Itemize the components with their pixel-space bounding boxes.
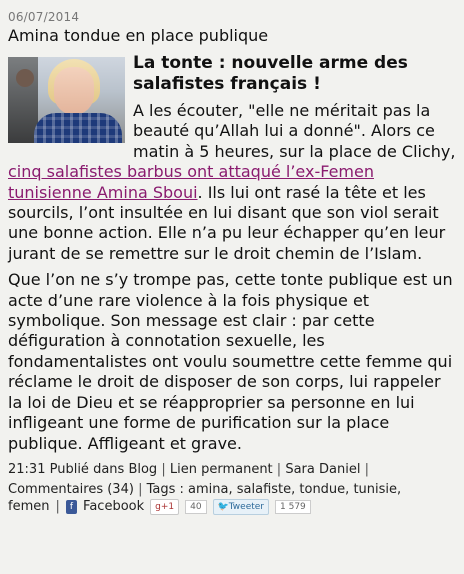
post-content [8, 53, 456, 454]
post-date: 06/07/2014 [8, 10, 80, 24]
twitter-button[interactable] [213, 499, 269, 515]
paragraph-1-intro: A les écouter, "elle ne méritait pas la beauté qu’Allah lui a donné". Alors ce matin à 5 heures, sur la place de Clichy, [133, 101, 456, 161]
twitter-count: 1 579 [275, 500, 311, 514]
paragraph-1-rest: . Ils lui ont rasé la tête et les sourcils, l’ont insultée en lui disant que son viol serait une bonne action. Elle n’a pu leur échapper qu’en leur jurant de se remettre sur le droit chemin de l’Islam. [8, 182, 446, 263]
twitter-icon: 🐦 [217, 501, 229, 512]
post-title: Amina tondue en place publique [8, 26, 269, 45]
facebook-icon[interactable]: f [66, 500, 77, 514]
separator: | [138, 481, 143, 497]
category-link[interactable]: Blog [128, 461, 158, 477]
tags-label: Tags : [146, 481, 184, 497]
published-in-label: Publié dans [49, 461, 125, 477]
tag-link[interactable]: femen [8, 498, 50, 514]
separator: | [276, 461, 282, 477]
post-time: 21:31 [8, 461, 46, 477]
separator: | [55, 498, 60, 514]
separator: | [161, 461, 166, 477]
article-paragraph-2: Que l’on ne s’y trompe pas, cette tonte publique est un acte d’une rare violence à la fois physique et symbolique. Son message est clair : par cette défiguration à connotation sexuelle, les fondamentalistes ont voulu soumettre cette femme qui réclame le droit de disposer de son corps, lui rappeler la loi de Dieu et se réapproprier sa personne en lui infligeant une forme de purification sur la place publique. Affligeant et grave. [8, 270, 453, 453]
twitter-label: Tweeter [228, 501, 265, 512]
photo-background-figure [16, 69, 34, 87]
google-plus-count: 40 [185, 500, 206, 514]
photo-shirt [34, 113, 122, 143]
tag-link[interactable]: amina [188, 481, 229, 497]
tag-link[interactable]: tondue [299, 481, 346, 497]
google-plus-icon: g+1 [155, 501, 175, 512]
separator: | [364, 461, 369, 477]
tag-link[interactable]: salafiste [236, 481, 292, 497]
article-photo [8, 57, 125, 143]
photo-face [54, 67, 94, 115]
post-footer [8, 460, 456, 514]
article-headline: La tonte : nouvelle arme des salafistes français ! [133, 53, 408, 94]
permalink-link[interactable]: Lien permanent [169, 461, 273, 477]
google-plus-button[interactable] [150, 499, 179, 515]
tag-link[interactable]: tunisie [353, 481, 398, 497]
author-name[interactable]: Sara Daniel [285, 461, 361, 477]
share-row [8, 500, 456, 514]
footer-line-1 [8, 460, 456, 480]
article-inline-link[interactable]: cinq salafistes barbus ont attaqué l’ex-Femen tunisienne Amina Sboui [8, 162, 374, 202]
facebook-share-link[interactable]: Facebook [83, 498, 145, 514]
footer-line-2: Commentaires (34) | Tags : amina, salafiste, tondue, tunisie, [8, 481, 402, 497]
comments-link[interactable]: Commentaires (34) [8, 481, 134, 497]
